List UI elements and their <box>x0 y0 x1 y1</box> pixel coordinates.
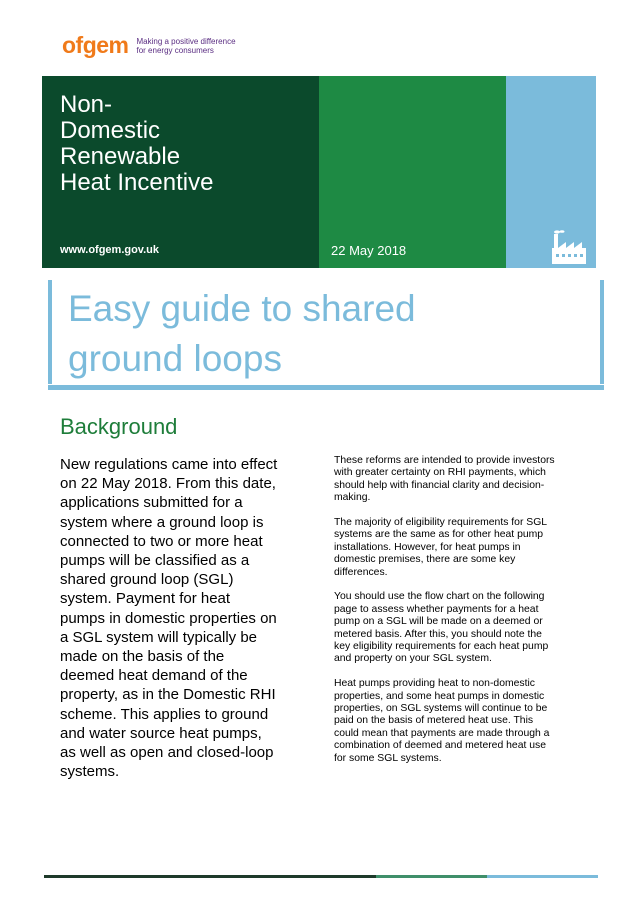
detail-line: making. <box>334 492 371 504</box>
detail-line: The majority of eligibility requirements for SGL <box>334 517 548 529</box>
intro-line: shared ground loop (SGL) <box>60 571 234 589</box>
detail-line: should help with financial clarity and decision- <box>334 479 545 491</box>
guide-title-box <box>48 280 604 384</box>
scheme-title-line: Domestic <box>60 117 161 144</box>
guide-title-line: Easy guide to shared <box>68 288 416 329</box>
intro-line: pumps will be classified as a <box>60 552 250 570</box>
intro-line: systems. <box>60 763 120 781</box>
logo-tagline <box>137 37 236 55</box>
detail-line: could mean that payments are made through a <box>334 727 550 739</box>
intro-line: and water source heat pumps, <box>60 724 262 742</box>
detail-line: systems are the same as for other heat pump <box>334 529 544 541</box>
detail-line: key eligibility requirements for each heat pump <box>334 641 549 653</box>
guide-title-line: ground loops <box>68 338 282 379</box>
detail-line: metered basis. After this, you should note the <box>334 628 542 640</box>
section-heading: Background <box>60 414 178 439</box>
detail-line: with greater certainty on RHI payments, which <box>334 467 546 479</box>
detail-line: combination of deemed and metered heat use <box>334 740 546 752</box>
detail-paragraph <box>334 517 604 579</box>
detail-line: pump on a SGL will be made on a deemed or <box>334 616 543 628</box>
intro-line: scheme. This applies to ground <box>60 705 269 723</box>
detail-line: page to assess whether payments for a heat <box>334 603 539 615</box>
detail-line: You should use the flow chart on the following <box>334 591 545 603</box>
intro-line: connected to two or more heat <box>60 532 263 550</box>
scheme-title-line: Non- <box>60 91 113 118</box>
detail-line: properties, on SGL systems will continue to be <box>334 703 548 715</box>
intro-line: a SGL system will typically be <box>60 628 258 646</box>
detail-line: differences. <box>334 566 388 578</box>
factory-icon <box>550 230 590 266</box>
footer-divider-green <box>376 875 487 878</box>
detail-line: Heat pumps providing heat to non-domestic <box>334 678 535 690</box>
banner-mid-panel <box>319 76 506 268</box>
detail-line: paid on the basis of metered heat use. This <box>334 715 534 727</box>
detail-line: domestic premises, there are some key <box>334 554 516 566</box>
intro-line: as well as open and closed-loop <box>60 744 274 762</box>
publication-date: 22 May 2018 <box>331 243 407 258</box>
guide-title <box>68 284 416 384</box>
detail-paragraph <box>334 591 604 665</box>
header-banner <box>42 76 596 268</box>
intro-line: New regulations came into effect <box>60 456 278 473</box>
intro-line: system. Payment for heat <box>60 590 231 608</box>
banner-dark-panel <box>42 76 319 268</box>
detail-paragraph <box>334 455 604 505</box>
intro-line: system where a ground loop is <box>60 513 264 531</box>
detail-column <box>334 455 604 778</box>
logo-wordmark: ofgem <box>62 32 129 58</box>
footer-divider-dark <box>44 875 376 878</box>
intro-line: deemed heat demand of the <box>60 667 248 685</box>
logo-tagline-line: for energy consumers <box>136 45 214 55</box>
detail-line: properties, and some heat pumps in domestic <box>334 690 545 702</box>
intro-column <box>60 455 320 781</box>
scheme-title-line: Renewable <box>60 143 181 170</box>
intro-line: on 22 May 2018. From this date, <box>60 475 276 493</box>
detail-line: and property on your SGL system. <box>334 653 492 665</box>
banner-blue-panel <box>506 76 596 268</box>
detail-paragraph <box>334 678 604 765</box>
intro-line: pumps in domestic properties on <box>60 609 277 627</box>
detail-line: These reforms are intended to provide investors <box>334 455 555 466</box>
intro-line: made on the basis of the <box>60 648 225 666</box>
logo-tagline-line: Making a positive difference <box>136 36 236 46</box>
intro-line: applications submitted for a <box>60 494 243 512</box>
website-url: www.ofgem.gov.uk <box>60 244 160 256</box>
detail-line: for some SGL systems. <box>334 752 442 764</box>
detail-line: installations. However, for heat pumps in <box>334 541 521 553</box>
scheme-title <box>60 92 213 196</box>
footer-divider-blue <box>487 875 598 878</box>
scheme-title-line: Heat Incentive <box>60 169 214 196</box>
footer-divider <box>44 875 598 878</box>
title-underline <box>48 385 604 390</box>
intro-line: property, as in the Domestic RHI <box>60 686 276 704</box>
ofgem-logo <box>62 32 236 59</box>
